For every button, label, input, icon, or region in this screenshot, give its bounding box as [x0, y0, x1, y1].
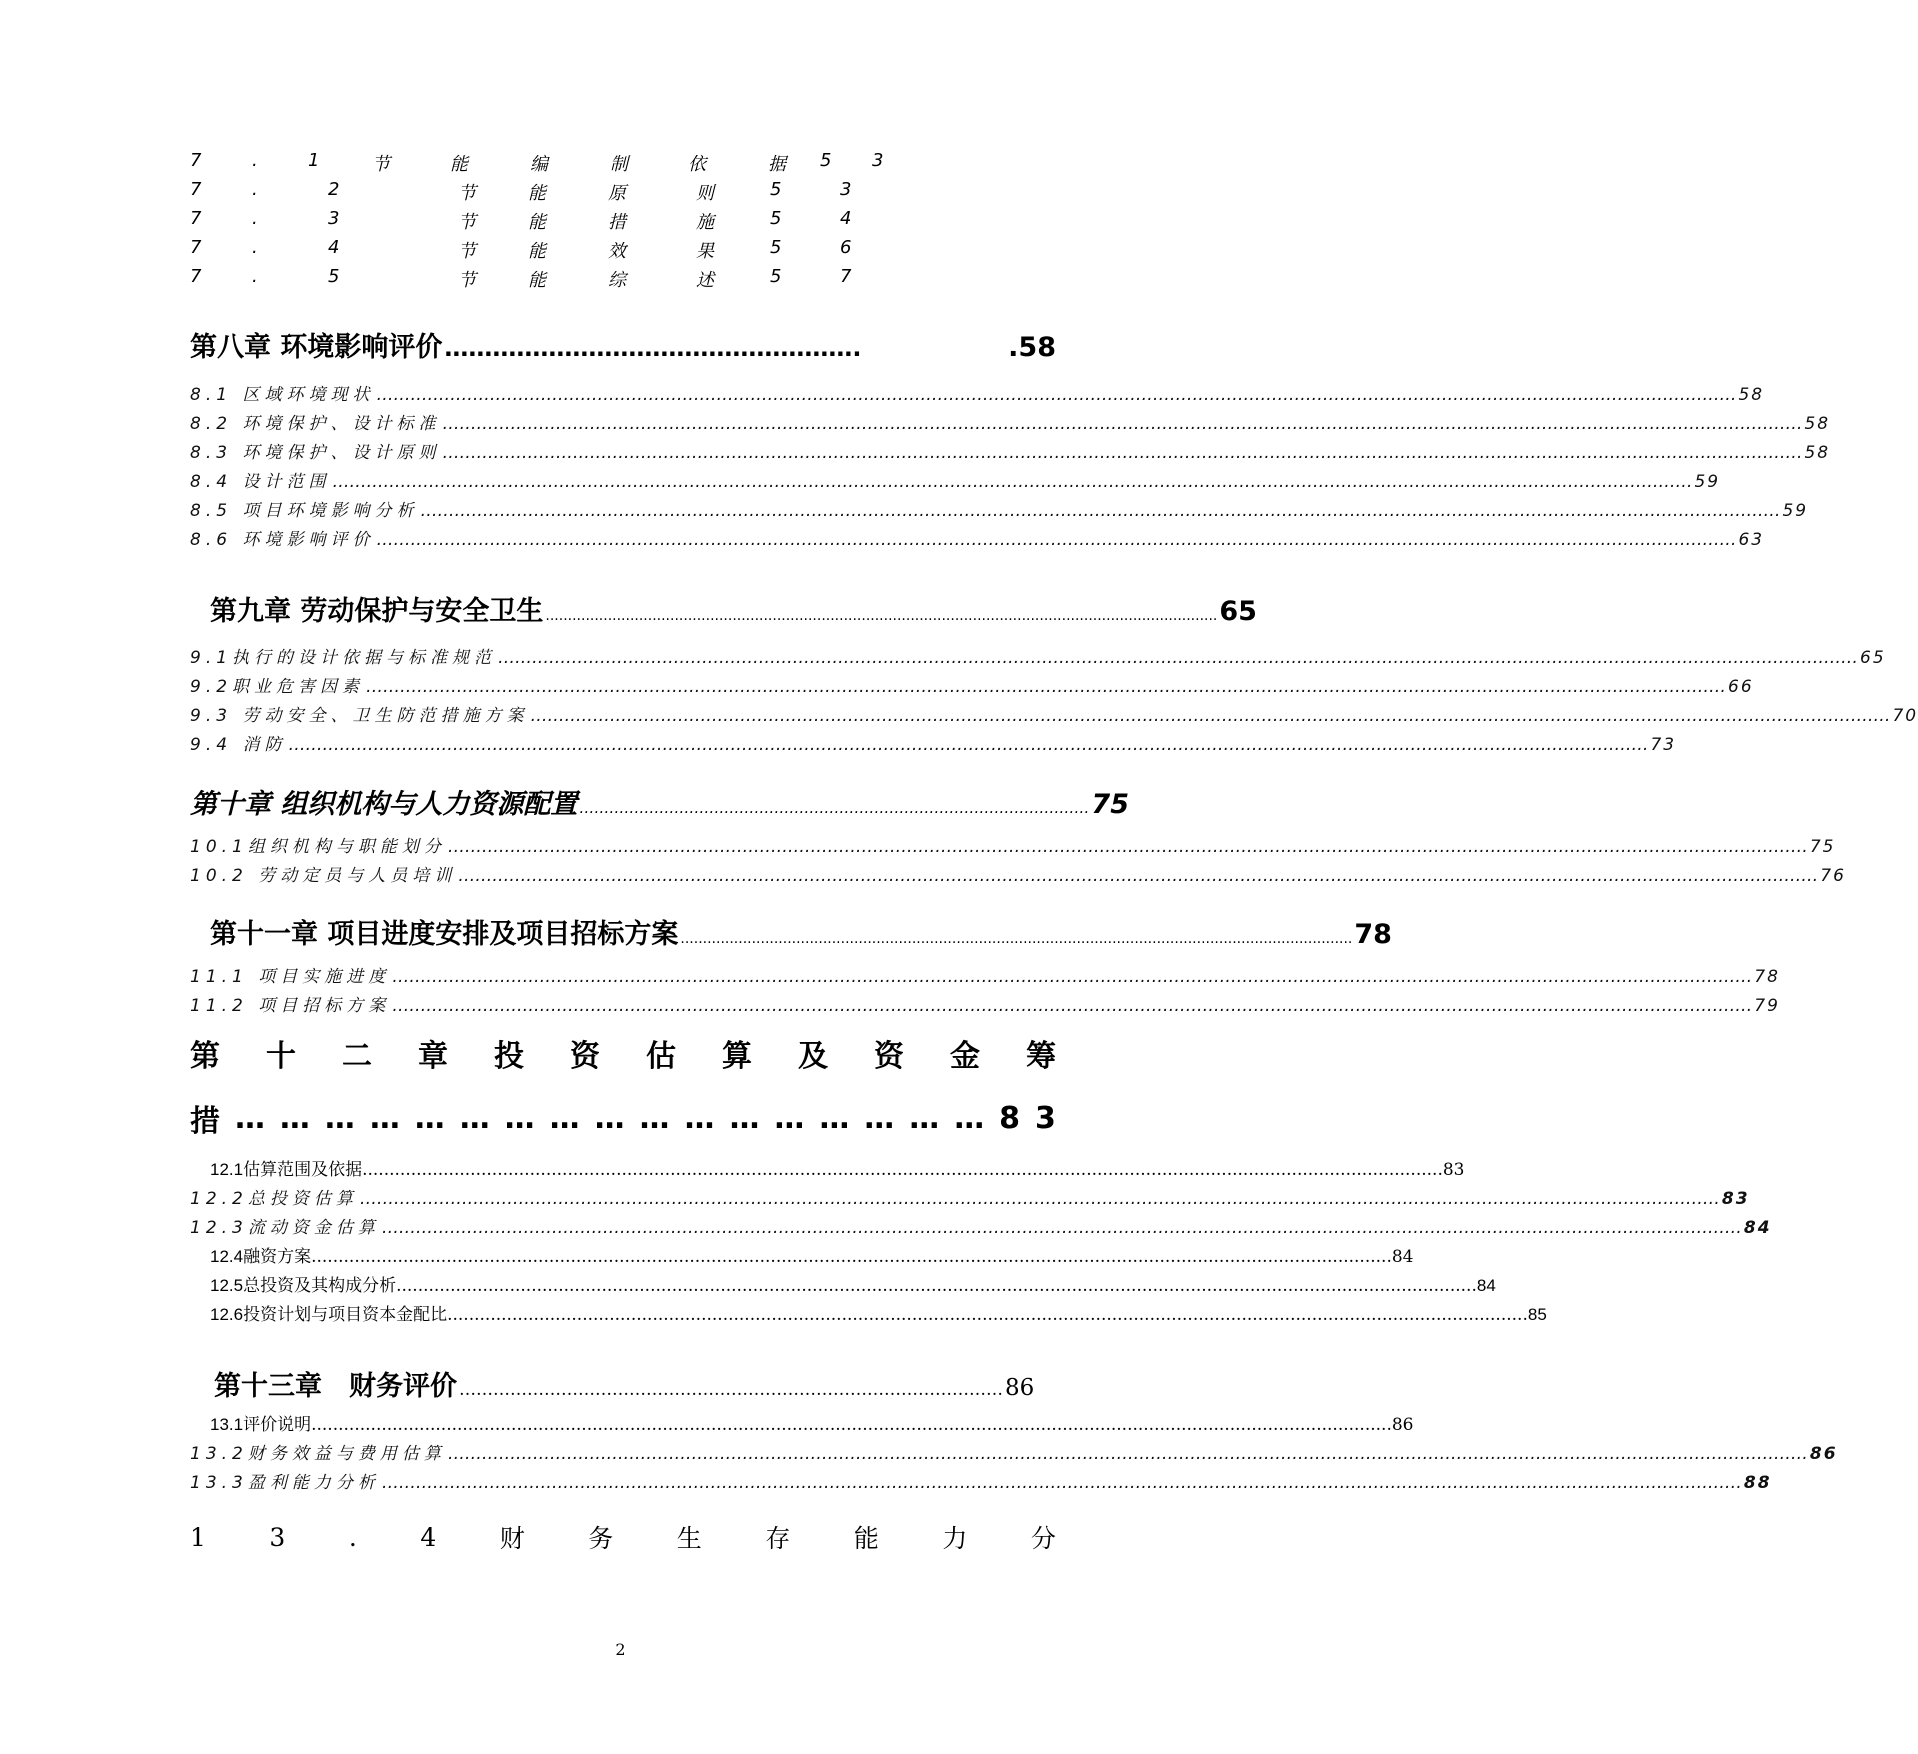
toc-entry-leader: …………………………………………………………………………………………………………………………………………………………………………………………………………………… — [420, 501, 1781, 521]
toc-entry-text: 估算范围及依据 — [243, 1160, 363, 1180]
section-13-4-char: 务 — [588, 1524, 614, 1553]
page-number: 2 — [615, 1640, 626, 1659]
toc-entry-num: 12.4 — [210, 1247, 244, 1266]
section-7-dot: . — [252, 208, 258, 229]
chapter-12-heading-char: 措 — [190, 1104, 220, 1139]
toc-entry — [190, 730, 1677, 755]
toc-entry-label: 9.1执行的设计依据与标准规范 — [190, 648, 497, 668]
section-7-page-digit: 3 — [840, 179, 852, 200]
chapter-12-leader-dot: … — [864, 1100, 895, 1136]
section-7-title-char: 述 — [696, 270, 714, 291]
chapter-13-title: 第十三章 财务评价 — [214, 1371, 457, 1402]
toc-entry-leader: …………………………………………………………………………………………………………………………………………………………………………………………………………………… — [366, 677, 1727, 697]
toc-entry-text: 评价说明 — [243, 1415, 312, 1435]
toc-entry — [190, 672, 1754, 697]
chapter-12-leader-dot: … — [414, 1100, 445, 1136]
section-13-4-line — [190, 1521, 1056, 1553]
toc-entry-text: 总投资及其构成分析 — [243, 1276, 397, 1296]
toc-entry-leader: ........................................................................................................................................................................................................ — [362, 1160, 1443, 1180]
toc-entry — [190, 701, 1918, 726]
toc-entry-page: 58 — [1738, 385, 1765, 405]
toc-entry-leader: …………………………………………………………………………………………………………………………………………………………………………………………………………………… — [359, 1189, 1720, 1209]
toc-entry-leader: ........................................................................................................................................................................................................ — [311, 1415, 1392, 1435]
toc-entry-label: 10.2 劳动定员与人员培训 — [190, 866, 457, 886]
section-7-title-char: 节 — [458, 241, 476, 262]
toc-entry — [190, 861, 1846, 886]
section-7-sub: 1 — [308, 150, 320, 171]
toc-entry — [190, 380, 1765, 405]
chapter-12-heading-line1 — [190, 1033, 1056, 1073]
section-7-page-digit: 5 — [770, 179, 782, 200]
toc-entry-text: 投资计划与项目资本金配比 — [243, 1305, 448, 1325]
section-13-4-char: 1 — [190, 1522, 206, 1552]
section-7-title-char: 综 — [608, 270, 626, 291]
section-7-page-digit: 3 — [872, 150, 884, 171]
toc-entry-page: 86 — [1391, 1415, 1414, 1435]
toc-entry — [190, 1213, 1772, 1238]
chapter-9-leader: ....................................................................................................................................................... — [545, 608, 1218, 624]
section-7-page-digit: 5 — [820, 150, 832, 171]
toc-entry-label: 11.1 项目实施进度 — [190, 967, 391, 987]
toc-entry-page: 84 — [1391, 1247, 1414, 1267]
chapter-13-page: 86 — [1005, 1375, 1035, 1401]
chapter-9-title: 第九章 劳动保护与安全卫生 — [210, 596, 544, 627]
chapter-12-leader-dot: … — [774, 1100, 805, 1136]
toc-entry-label: 8.6 环境影响评价 — [190, 530, 375, 550]
toc-entry-leader: ........................................................................................................................................................................................................ — [311, 1247, 1392, 1267]
chapter-8-page: .58 — [1008, 332, 1056, 363]
toc-entry — [190, 1468, 1772, 1493]
toc-entry-leader: …………………………………………………………………………………………………………………………………………………………………………………………………………………… — [392, 996, 1753, 1016]
chapter-11-title: 第十一章 项目进度安排及项目招标方案 — [210, 919, 679, 950]
toc-entry-leader: ........................................................................................................................................................................................................ — [396, 1276, 1477, 1296]
toc-entry-page: 85 — [1527, 1305, 1547, 1324]
toc-entry-leader: …………………………………………………………………………………………………………………………………………………………………………………………………………………… — [442, 443, 1803, 463]
toc-entry — [210, 1242, 1414, 1267]
section-7-title-char: 节 — [372, 154, 390, 175]
chapter-12-heading-char: 十 — [266, 1039, 296, 1074]
chapter-12-heading-char: 估 — [646, 1039, 676, 1074]
toc-entry — [210, 1271, 1496, 1296]
chapter-12-heading-char: 第 — [190, 1039, 220, 1074]
toc-entry — [190, 643, 1886, 668]
section-7-row — [190, 179, 890, 205]
toc-entry-page: 84 — [1743, 1218, 1772, 1238]
section-13-4-char: 3 — [269, 1522, 286, 1552]
toc-entry-page: 63 — [1738, 530, 1765, 550]
section-7-title-char: 原 — [608, 183, 626, 204]
toc-entry-page: 86 — [1809, 1444, 1838, 1464]
toc-entry-leader: …………………………………………………………………………………………………………………………………………………………………………………………………………………… — [458, 866, 1819, 886]
toc-entry-page: 59 — [1694, 472, 1721, 492]
section-7-title-char: 依 — [688, 154, 706, 175]
section-7-title-char: 节 — [458, 270, 476, 291]
toc-entry-leader: …………………………………………………………………………………………………………………………………………………………………………………………………………………… — [530, 706, 1891, 726]
toc-entry-label: 13.3盈利能力分析 — [190, 1473, 380, 1493]
chapter-12-heading-char: 二 — [342, 1039, 372, 1074]
chapter-11-heading — [210, 912, 1392, 951]
toc-entry-leader: …………………………………………………………………………………………………………………………………………………………………………………………………………………… — [447, 1444, 1808, 1464]
chapter-12-leader-dot: … — [549, 1100, 580, 1136]
chapter-10-title: 第十章 组织机构与人力资源配置 — [190, 789, 578, 820]
section-7-page-digit: 5 — [770, 266, 782, 287]
section-7-sub: 4 — [328, 237, 340, 258]
toc-entry-page: 75 — [1809, 837, 1836, 857]
section-7-title-char: 据 — [768, 154, 786, 175]
toc-entry-label: 8.1 区域环境现状 — [190, 385, 375, 405]
section-7-num: 7 — [190, 237, 202, 258]
chapter-12-leader-dot: … — [954, 1100, 985, 1136]
section-7-page-digit: 5 — [770, 237, 782, 258]
section-7-num: 7 — [190, 208, 202, 229]
chapter-12-heading-char: 筹 — [1026, 1039, 1056, 1074]
chapter-12-leader-dot: … — [909, 1100, 940, 1136]
toc-entry — [190, 467, 1721, 492]
toc-entry — [190, 832, 1836, 857]
section-7-title-char: 效 — [608, 241, 626, 262]
chapter-11-page: 78 — [1354, 919, 1392, 950]
section-7-row — [190, 208, 890, 234]
toc-entry-page: 73 — [1650, 735, 1677, 755]
toc-entry — [210, 1155, 1465, 1180]
toc-entry — [190, 962, 1780, 987]
toc-entry-leader: …………………………………………………………………………………………………………………………………………………………………………………………………………………… — [381, 1473, 1742, 1493]
chapter-12-heading-char: 资 — [874, 1039, 904, 1074]
chapter-12-leader-dot: … — [729, 1100, 760, 1136]
toc-entry-label: 8.4 设计范围 — [190, 472, 331, 492]
section-7-row — [190, 266, 890, 292]
toc-entry-leader: …………………………………………………………………………………………………………………………………………………………………………………………………………………… — [392, 967, 1753, 987]
section-7-num: 7 — [190, 266, 202, 287]
section-7-page-digit: 6 — [840, 237, 852, 258]
section-13-4-char: 生 — [676, 1524, 702, 1553]
toc-entry-leader: …………………………………………………………………………………………………………………………………………………………………………………………………………………… — [376, 530, 1737, 550]
toc-entry-label: 9.3 劳动安全、卫生防范措施方案 — [190, 706, 529, 726]
chapter-12-heading-char: 章 — [418, 1039, 448, 1074]
section-7-title-char: 能 — [528, 183, 546, 204]
section-13-4-char: 分 — [1030, 1524, 1056, 1553]
section-7-dot: . — [252, 150, 258, 171]
toc-entry-label: 12.3流动资金估算 — [190, 1218, 380, 1238]
toc-entry-page: 78 — [1754, 967, 1780, 987]
section-7-title-char: 施 — [696, 212, 714, 233]
toc-entry-leader: …………………………………………………………………………………………………………………………………………………………………………………………………………………… — [498, 648, 1859, 668]
chapter-12-leader-dot: … — [234, 1100, 265, 1136]
chapter-12-leader-dot: … — [639, 1100, 670, 1136]
chapter-12-page-digit: 3 — [1034, 1100, 1056, 1136]
chapter-8-title: 第八章 环境影响评价 — [190, 332, 443, 363]
toc-entry-page: 58 — [1804, 443, 1831, 463]
chapter-10-heading — [190, 782, 1129, 821]
toc-entry-page: 65 — [1860, 648, 1886, 668]
toc-entry — [190, 496, 1809, 521]
chapter-13-leader: …………………………………………………………………………………… — [459, 1380, 1003, 1400]
chapter-12-heading-char: 及 — [798, 1039, 828, 1074]
toc-entry-text: 融资方案 — [243, 1247, 312, 1267]
toc-entry-num: 12.5 — [210, 1276, 244, 1295]
toc-entry-num: 12.6 — [210, 1305, 244, 1324]
toc-entry-page: 76 — [1820, 866, 1846, 886]
section-7-page-digit: 7 — [840, 266, 852, 287]
section-7-row — [190, 237, 890, 263]
toc-entry-label: 11.2 项目招标方案 — [190, 996, 391, 1016]
toc-entry-leader: …………………………………………………………………………………………………………………………………………………………………………………………………………………… — [447, 837, 1808, 857]
toc-entry-label: 9.4 消防 — [190, 735, 287, 755]
toc-entry-label: 12.2总投资估算 — [190, 1189, 358, 1209]
section-13-4-char: 存 — [765, 1524, 791, 1553]
section-7-dot: . — [252, 237, 258, 258]
chapter-12-leader-dot: … — [369, 1100, 400, 1136]
toc-entry-page: 59 — [1782, 501, 1809, 521]
toc-entry-page: 83 — [1442, 1160, 1465, 1180]
toc-entry-page: 83 — [1721, 1189, 1750, 1209]
chapter-12-leader-dot: … — [504, 1100, 535, 1136]
chapter-8-leader: ……………………………………………. — [444, 334, 862, 362]
section-13-4-char: 力 — [942, 1524, 968, 1553]
chapter-12-heading-char: 投 — [494, 1039, 524, 1074]
toc-entry — [190, 1184, 1750, 1209]
chapter-13-heading — [214, 1364, 1035, 1403]
toc-entry-page: 84 — [1476, 1276, 1496, 1295]
section-7-title-char: 能 — [450, 154, 468, 175]
toc-entry-label: 8.2 环境保护、设计标准 — [190, 414, 441, 434]
section-7-title-char: 制 — [610, 154, 628, 175]
section-7-title-char: 则 — [696, 183, 714, 204]
chapter-8-heading — [190, 325, 1056, 364]
toc-entry — [190, 991, 1780, 1016]
toc-entry-leader: …………………………………………………………………………………………………………………………………………………………………………………………………………………… — [381, 1218, 1742, 1238]
section-7-title-char: 能 — [528, 241, 546, 262]
toc-entry-label: 9.2职业危害因素 — [190, 677, 365, 697]
chapter-12-leader-dot: … — [819, 1100, 850, 1136]
toc-entry — [190, 409, 1831, 434]
section-7-sub: 3 — [328, 208, 340, 229]
chapter-12-leader-dot: … — [279, 1100, 310, 1136]
chapter-9-page: 65 — [1219, 596, 1257, 627]
chapter-10-leader: ………………………………………………………………………………………… — [579, 799, 1090, 817]
section-13-4-char: 能 — [853, 1524, 879, 1553]
toc-entry-label: 13.2财务效益与费用估算 — [190, 1444, 446, 1464]
toc-entry-page: 70 — [1892, 706, 1918, 726]
chapter-12-heading-char: 资 — [570, 1039, 600, 1074]
toc-entry-num: 13.1 — [210, 1415, 244, 1434]
section-7-title-char: 节 — [458, 183, 476, 204]
section-7-title-char: 节 — [458, 212, 476, 233]
toc-entry-label: 8.5 项目环境影响分析 — [190, 501, 419, 521]
toc-entry — [190, 1439, 1838, 1464]
chapter-12-heading-char: 金 — [950, 1039, 980, 1074]
chapter-12-leader-dot: … — [459, 1100, 490, 1136]
toc-entry-leader: …………………………………………………………………………………………………………………………………………………………………………………………………………………… — [332, 472, 1693, 492]
section-7-page-digit: 4 — [840, 208, 852, 229]
section-7-sub: 5 — [328, 266, 340, 287]
toc-entry-leader: …………………………………………………………………………………………………………………………………………………………………………………………………………………… — [288, 735, 1649, 755]
section-13-4-char: . — [348, 1522, 357, 1552]
toc-entry — [190, 438, 1831, 463]
toc-entry-leader: …………………………………………………………………………………………………………………………………………………………………………………………………………………… — [376, 385, 1737, 405]
chapter-9-heading — [210, 589, 1257, 628]
section-7-title-char: 能 — [528, 270, 546, 291]
toc-entry — [210, 1300, 1547, 1325]
chapter-12-leader-dot: … — [684, 1100, 715, 1136]
chapter-12-heading-char: 算 — [722, 1039, 752, 1074]
section-7-title-char: 编 — [530, 154, 548, 175]
toc-entry-page: 79 — [1754, 996, 1780, 1016]
toc-entry-page: 66 — [1728, 677, 1754, 697]
chapter-12-leader-dot: … — [324, 1100, 355, 1136]
section-7-title-char: 措 — [608, 212, 626, 233]
chapter-10-page: 75 — [1091, 789, 1129, 820]
toc-entry-page: 58 — [1804, 414, 1831, 434]
toc-entry-leader: ........................................................................................................................................................................................................ — [447, 1305, 1528, 1325]
toc-entry-leader: …………………………………………………………………………………………………………………………………………………………………………………………………………………… — [442, 414, 1803, 434]
section-7-sub: 2 — [328, 179, 340, 200]
toc-entry — [190, 525, 1765, 550]
chapter-11-leader: ....................................................................................................................................................... — [680, 931, 1353, 947]
section-7-title-char: 果 — [696, 241, 714, 262]
toc-entry-label: 8.3 环境保护、设计原则 — [190, 443, 441, 463]
toc-entry-page: 88 — [1743, 1473, 1772, 1493]
toc-entry-label: 10.1组织机构与职能划分 — [190, 837, 446, 857]
section-7-num: 7 — [190, 150, 202, 171]
section-13-4-char: 4 — [420, 1522, 437, 1552]
section-7-dot: . — [252, 179, 258, 200]
section-7-row — [190, 150, 890, 176]
section-7-page-digit: 5 — [770, 208, 782, 229]
chapter-12-leader-dot: … — [594, 1100, 625, 1136]
section-7-dot: . — [252, 266, 258, 287]
chapter-12-page-digit: 8 — [999, 1100, 1021, 1136]
section-13-4-char: 财 — [499, 1524, 525, 1553]
chapter-12-heading-line2 — [190, 1098, 1056, 1138]
section-7-num: 7 — [190, 179, 202, 200]
toc-entry — [210, 1410, 1414, 1435]
toc-entry-num: 12.1 — [210, 1160, 244, 1179]
section-7-title-char: 能 — [528, 212, 546, 233]
